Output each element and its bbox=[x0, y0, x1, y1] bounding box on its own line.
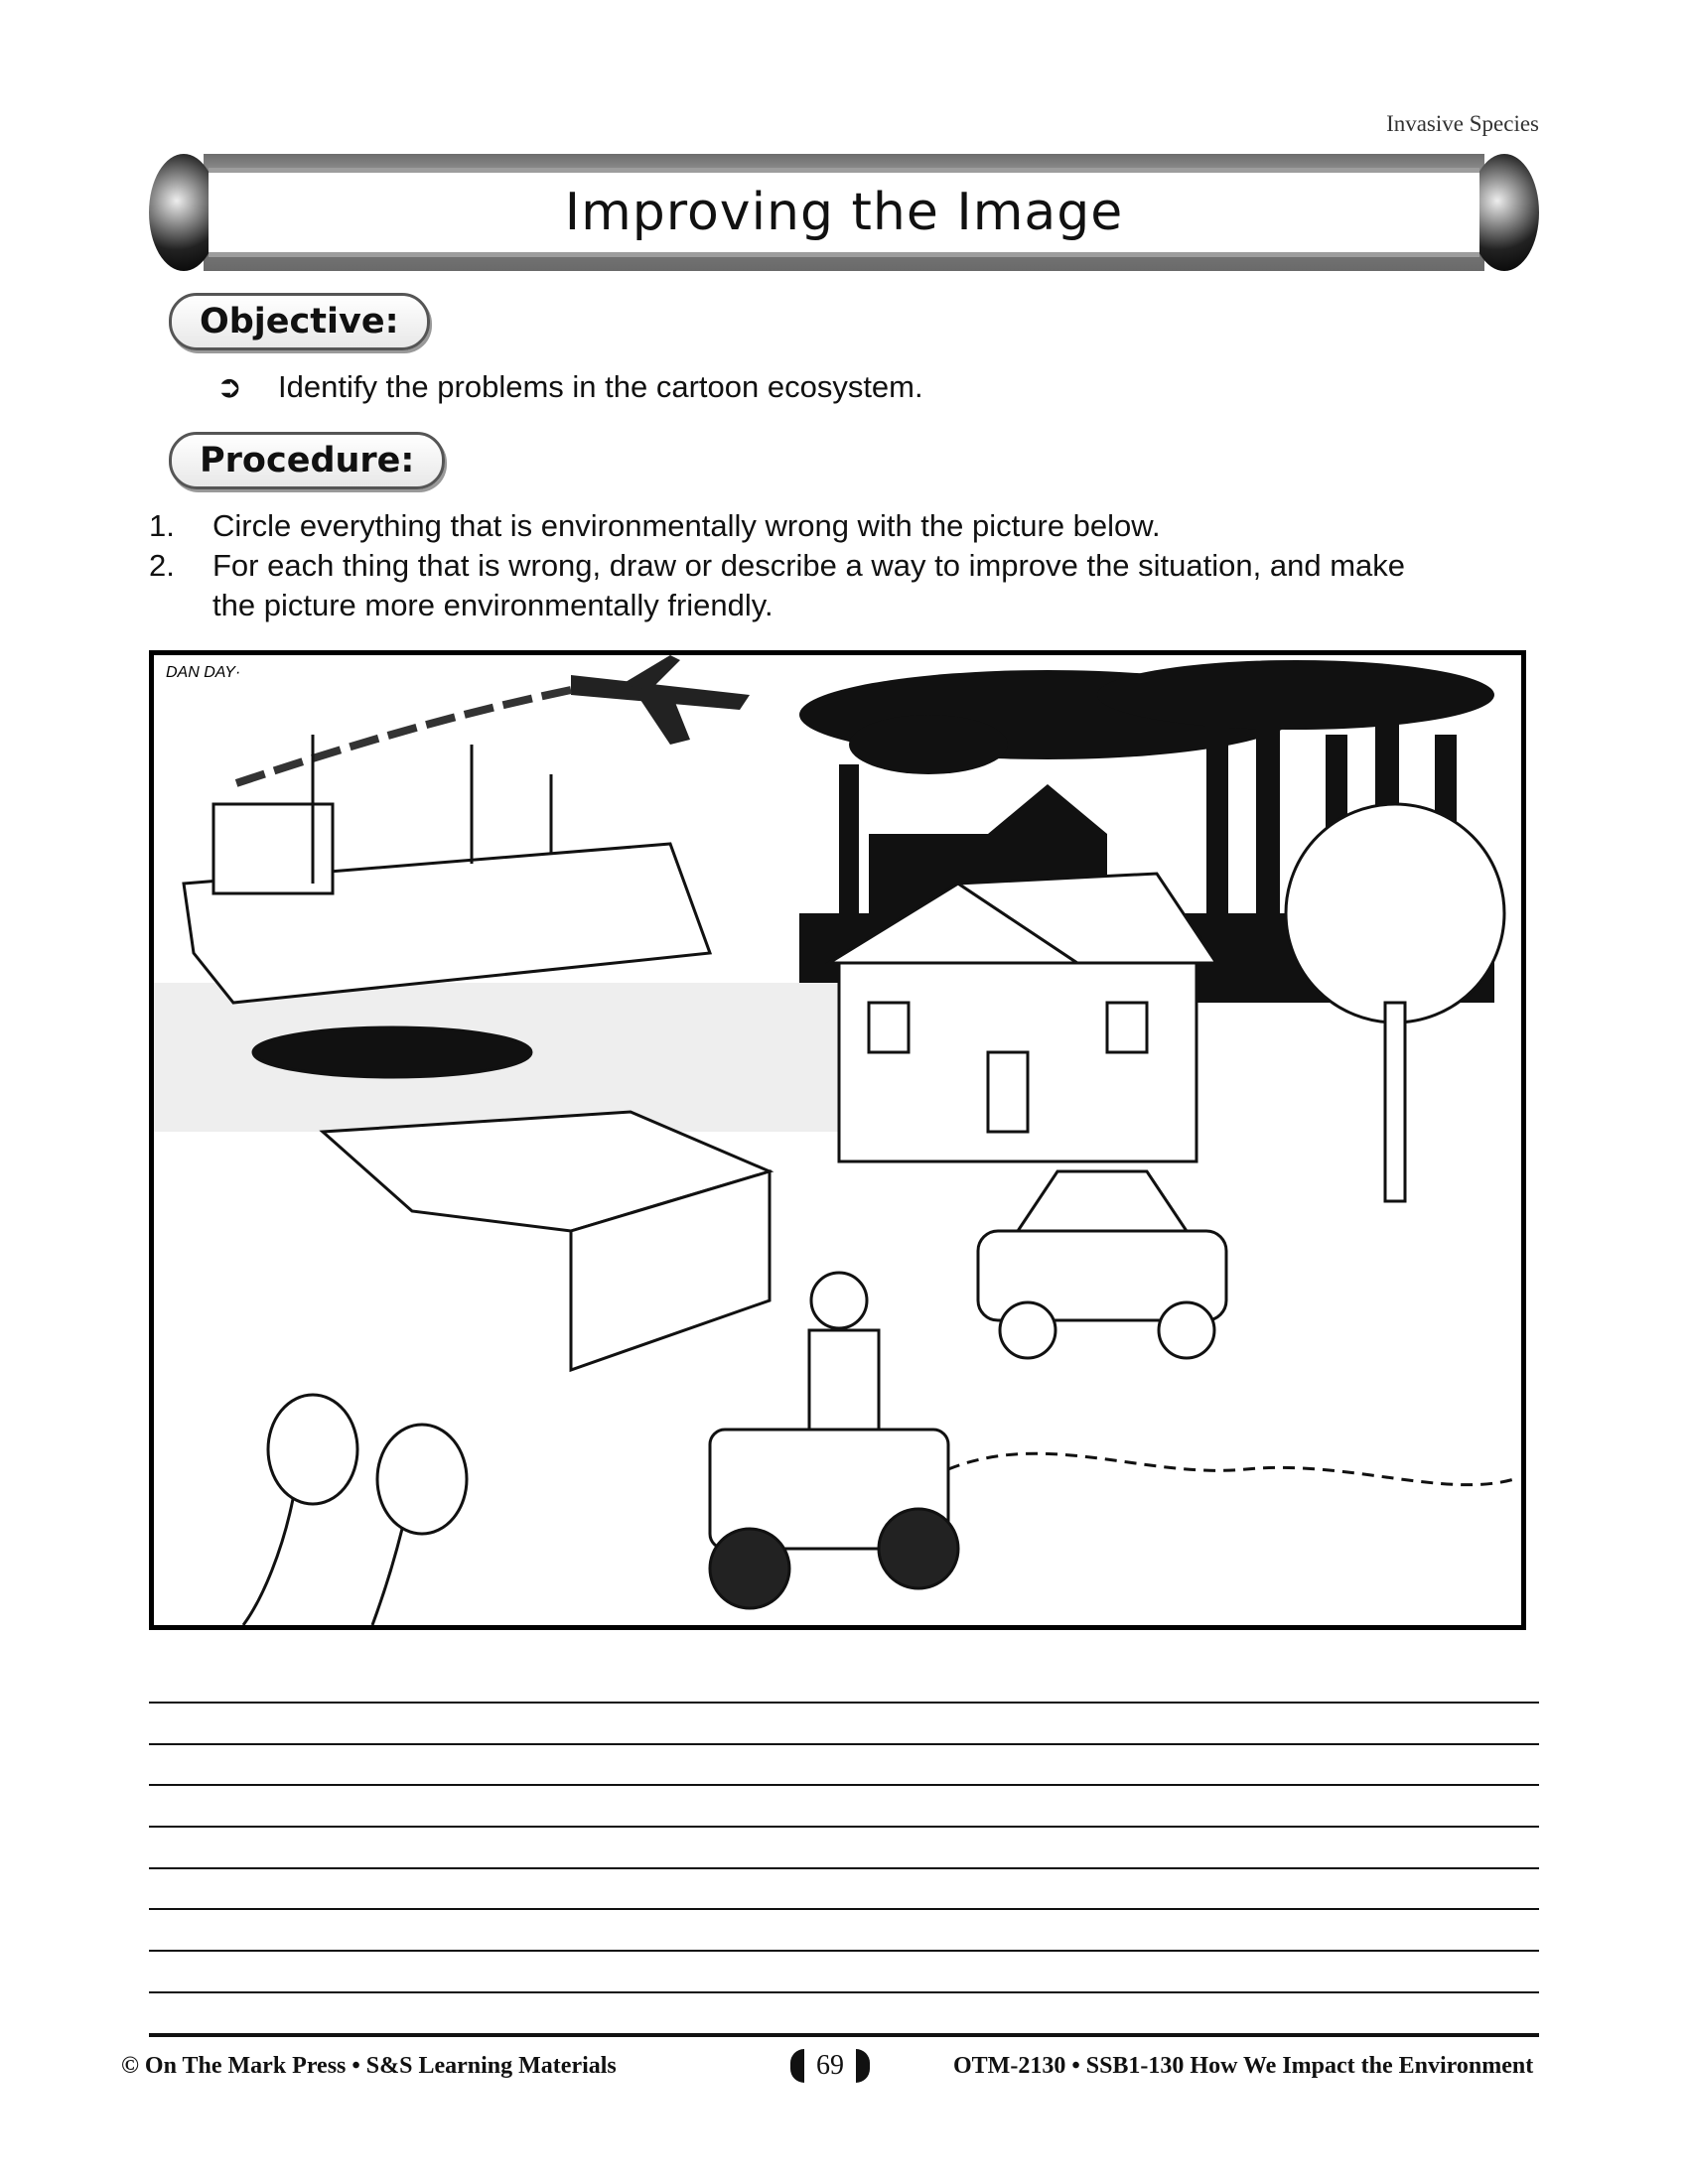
objective-item: Identify the problems in the cartoon ecosystem. bbox=[278, 369, 923, 404]
objective-heading: Objective: bbox=[169, 293, 430, 350]
procedure-heading: Procedure: bbox=[169, 432, 445, 489]
page-number: 69 bbox=[816, 2050, 844, 2081]
answer-line[interactable] bbox=[149, 1743, 1539, 1745]
step-text: For each thing that is wrong, draw or describe a way to improve the situation, and make bbox=[212, 548, 1405, 583]
answer-line[interactable] bbox=[149, 1908, 1539, 1910]
section-label: Invasive Species bbox=[1386, 111, 1539, 136]
airplane bbox=[233, 655, 750, 784]
arrow-bullet-icon: ➲ bbox=[216, 369, 242, 404]
answer-line[interactable] bbox=[149, 1867, 1539, 1869]
globe-icon bbox=[1470, 154, 1539, 271]
answer-line[interactable] bbox=[149, 1702, 1539, 1704]
answer-line[interactable] bbox=[149, 2033, 1539, 2037]
sewage-pipes bbox=[243, 1395, 467, 1625]
answer-line[interactable] bbox=[149, 1950, 1539, 1952]
page-bracket-right-icon bbox=[856, 2049, 870, 2083]
answer-line[interactable] bbox=[149, 1784, 1539, 1786]
page-title: Improving the Image bbox=[564, 183, 1124, 242]
artist-signature: DAN DAY· bbox=[166, 664, 241, 681]
footer-product: OTM-2130 • SSB1-130 How We Impact the Environment bbox=[953, 2053, 1534, 2079]
atv-rider bbox=[710, 1273, 1514, 1608]
answer-line[interactable] bbox=[149, 1991, 1539, 1993]
cartoon-drawing bbox=[154, 655, 1521, 1625]
step-number: 2. bbox=[149, 548, 175, 583]
cartoon-ecosystem-illustration bbox=[149, 650, 1526, 1630]
fence bbox=[323, 1112, 770, 1370]
step-text: Circle everything that is environmentally wrong with the picture below. bbox=[212, 508, 1161, 543]
step-text-continued: the picture more environmentally friendly. bbox=[212, 588, 774, 622]
footer-publisher: © On The Mark Press • S&S Learning Materials bbox=[121, 2053, 617, 2079]
car bbox=[978, 1171, 1226, 1358]
title-banner bbox=[149, 154, 1539, 271]
step-number: 1. bbox=[149, 508, 175, 543]
page-number-block bbox=[790, 2049, 870, 2083]
page-bracket-left-icon bbox=[790, 2049, 804, 2083]
answer-line[interactable] bbox=[149, 1826, 1539, 1828]
